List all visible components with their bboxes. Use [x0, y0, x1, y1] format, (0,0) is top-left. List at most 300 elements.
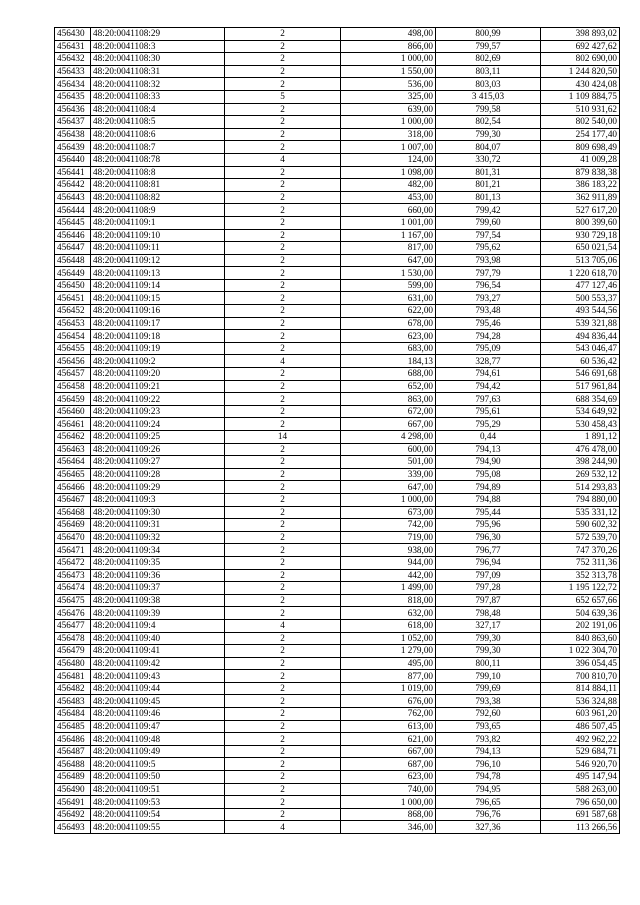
specific-value-cell: 797,79: [436, 267, 541, 280]
area-cell: 866,00: [341, 40, 436, 53]
row-number-cell: 456486: [55, 733, 91, 746]
cadastral-value-cell: 796 650,00: [541, 796, 620, 809]
category-code-cell: 2: [225, 594, 341, 607]
row-number-cell: 456467: [55, 493, 91, 506]
area-cell: 863,00: [341, 393, 436, 406]
category-code-cell: 2: [225, 78, 341, 91]
area-cell: 1 007,00: [341, 141, 436, 154]
category-code-cell: 14: [225, 431, 341, 444]
cadastral-value-cell: 814 884,11: [541, 682, 620, 695]
cadastral-number-cell: 48:20:0041109:41: [91, 645, 225, 658]
category-code-cell: 2: [225, 330, 341, 343]
area-cell: 613,00: [341, 720, 436, 733]
cadastral-value-cell: 809 698,49: [541, 141, 620, 154]
area-cell: 453,00: [341, 191, 436, 204]
specific-value-cell: 798,48: [436, 607, 541, 620]
cadastral-number-cell: 48:20:0041109:50: [91, 771, 225, 784]
table-row: [55, 619, 620, 632]
cadastral-value-cell: 60 536,42: [541, 355, 620, 368]
cadastral-number-cell: 48:20:0041109:49: [91, 745, 225, 758]
row-number-cell: 456435: [55, 90, 91, 103]
row-number-cell: 456449: [55, 267, 91, 280]
cadastral-number-cell: 48:20:0041109:20: [91, 368, 225, 381]
cadastral-number-cell: 48:20:0041109:4: [91, 619, 225, 632]
row-number-cell: 456474: [55, 582, 91, 595]
specific-value-cell: 796,65: [436, 796, 541, 809]
cadastral-number-cell: 48:20:0041109:28: [91, 468, 225, 481]
cadastral-number-cell: 48:20:0041109:1: [91, 216, 225, 229]
cadastral-number-cell: 48:20:0041109:54: [91, 808, 225, 821]
table-row: [55, 90, 620, 103]
cadastral-value-cell: 1 109 884,75: [541, 90, 620, 103]
area-cell: 762,00: [341, 708, 436, 721]
cadastral-value-cell: 800 399,60: [541, 216, 620, 229]
area-cell: 1 000,00: [341, 796, 436, 809]
cadastral-number-cell: 48:20:0041109:47: [91, 720, 225, 733]
category-code-cell: 4: [225, 355, 341, 368]
table-row: [55, 657, 620, 670]
cadastral-number-cell: 48:20:0041109:48: [91, 733, 225, 746]
table-row: [55, 65, 620, 78]
cadastral-value-cell: 930 729,18: [541, 229, 620, 242]
table-row: [55, 355, 620, 368]
table-row: [55, 456, 620, 469]
specific-value-cell: 328,77: [436, 355, 541, 368]
cadastral-number-cell: 48:20:0041108:4: [91, 103, 225, 116]
table-row: [55, 771, 620, 784]
category-code-cell: 2: [225, 443, 341, 456]
area-cell: 184,13: [341, 355, 436, 368]
area-cell: 1 000,00: [341, 493, 436, 506]
cadastral-value-cell: 535 331,12: [541, 506, 620, 519]
area-cell: 498,00: [341, 28, 436, 41]
cadastral-number-cell: 48:20:0041108:7: [91, 141, 225, 154]
table-row: [55, 342, 620, 355]
cadastral-value-cell: 650 021,54: [541, 242, 620, 255]
cadastral-number-cell: 48:20:0041108:31: [91, 65, 225, 78]
row-number-cell: 456472: [55, 556, 91, 569]
specific-value-cell: 797,87: [436, 594, 541, 607]
area-cell: 672,00: [341, 405, 436, 418]
row-number-cell: 456477: [55, 619, 91, 632]
table-row: [55, 695, 620, 708]
cadastral-value-cell: 700 810,70: [541, 670, 620, 683]
category-code-cell: 4: [225, 153, 341, 166]
cadastral-number-cell: 48:20:0041109:18: [91, 330, 225, 343]
category-code-cell: 2: [225, 519, 341, 532]
specific-value-cell: 799,30: [436, 645, 541, 658]
category-code-cell: 2: [225, 796, 341, 809]
area-cell: 660,00: [341, 204, 436, 217]
row-number-cell: 456483: [55, 695, 91, 708]
specific-value-cell: 803,03: [436, 78, 541, 91]
row-number-cell: 456464: [55, 456, 91, 469]
category-code-cell: 2: [225, 720, 341, 733]
area-cell: 877,00: [341, 670, 436, 683]
row-number-cell: 456469: [55, 519, 91, 532]
row-number-cell: 456457: [55, 368, 91, 381]
category-code-cell: 2: [225, 556, 341, 569]
table-row: [55, 443, 620, 456]
cadastral-number-cell: 48:20:0041109:17: [91, 317, 225, 330]
category-code-cell: 2: [225, 229, 341, 242]
cadastral-number-cell: 48:20:0041109:13: [91, 267, 225, 280]
cadastral-number-cell: 48:20:0041108:29: [91, 28, 225, 41]
table-row: [55, 141, 620, 154]
cadastral-number-cell: 48:20:0041108:6: [91, 128, 225, 141]
area-cell: 652,00: [341, 380, 436, 393]
specific-value-cell: 794,42: [436, 380, 541, 393]
row-number-cell: 456450: [55, 279, 91, 292]
cadastral-number-cell: 48:20:0041108:30: [91, 53, 225, 66]
area-cell: 1 499,00: [341, 582, 436, 595]
row-number-cell: 456439: [55, 141, 91, 154]
table-row: [55, 78, 620, 91]
area-cell: 667,00: [341, 418, 436, 431]
cadastral-value-cell: 688 354,69: [541, 393, 620, 406]
row-number-cell: 456432: [55, 53, 91, 66]
table-row: [55, 279, 620, 292]
cadastral-value-cell: 510 931,62: [541, 103, 620, 116]
cadastral-value-cell: 486 507,45: [541, 720, 620, 733]
category-code-cell: 2: [225, 279, 341, 292]
cadastral-number-cell: 48:20:0041108:5: [91, 116, 225, 129]
area-cell: 600,00: [341, 443, 436, 456]
cadastral-number-cell: 48:20:0041109:53: [91, 796, 225, 809]
specific-value-cell: 0,44: [436, 431, 541, 444]
cadastral-value-cell: 1 244 820,50: [541, 65, 620, 78]
cadastral-value-cell: 802 540,00: [541, 116, 620, 129]
specific-value-cell: 800,99: [436, 28, 541, 41]
row-number-cell: 456470: [55, 531, 91, 544]
table-row: [55, 531, 620, 544]
cadastral-value-cell: 494 836,44: [541, 330, 620, 343]
category-code-cell: 2: [225, 28, 341, 41]
row-number-cell: 456479: [55, 645, 91, 658]
area-cell: 632,00: [341, 607, 436, 620]
cadastral-value-cell: 546 920,70: [541, 758, 620, 771]
row-number-cell: 456473: [55, 569, 91, 582]
specific-value-cell: 796,30: [436, 531, 541, 544]
cadastral-value-cell: 41 009,28: [541, 153, 620, 166]
row-number-cell: 456471: [55, 544, 91, 557]
cadastral-number-cell: 48:20:0041109:35: [91, 556, 225, 569]
table-row: [55, 720, 620, 733]
category-code-cell: 2: [225, 456, 341, 469]
cadastral-value-cell: 590 602,32: [541, 519, 620, 532]
cadastral-value-cell: 269 532,12: [541, 468, 620, 481]
specific-value-cell: 793,27: [436, 292, 541, 305]
cadastral-number-cell: 48:20:0041109:16: [91, 305, 225, 318]
category-code-cell: 2: [225, 745, 341, 758]
cadastral-value-cell: 527 617,20: [541, 204, 620, 217]
area-cell: 501,00: [341, 456, 436, 469]
area-cell: 818,00: [341, 594, 436, 607]
cadastral-value-cell: 113 266,56: [541, 821, 620, 834]
specific-value-cell: 795,61: [436, 405, 541, 418]
cadastral-number-cell: 48:20:0041109:3: [91, 493, 225, 506]
table-row: [55, 116, 620, 129]
cadastral-value-cell: 1 220 618,70: [541, 267, 620, 280]
category-code-cell: 2: [225, 758, 341, 771]
cadastral-number-cell: 48:20:0041109:2: [91, 355, 225, 368]
cadastral-value-cell: 652 657,66: [541, 594, 620, 607]
specific-value-cell: 794,89: [436, 481, 541, 494]
specific-value-cell: 800,11: [436, 657, 541, 670]
category-code-cell: 2: [225, 254, 341, 267]
table-row: [55, 267, 620, 280]
category-code-cell: 2: [225, 708, 341, 721]
row-number-cell: 456491: [55, 796, 91, 809]
category-code-cell: 2: [225, 607, 341, 620]
specific-value-cell: 795,96: [436, 519, 541, 532]
area-cell: 623,00: [341, 771, 436, 784]
specific-value-cell: 793,82: [436, 733, 541, 746]
row-number-cell: 456484: [55, 708, 91, 721]
category-code-cell: 2: [225, 670, 341, 683]
area-cell: 817,00: [341, 242, 436, 255]
row-number-cell: 456485: [55, 720, 91, 733]
cadastral-value-cell: 500 553,37: [541, 292, 620, 305]
cadastral-value-cell: 529 684,71: [541, 745, 620, 758]
row-number-cell: 456488: [55, 758, 91, 771]
row-number-cell: 456443: [55, 191, 91, 204]
cadastral-value-cell: 692 427,62: [541, 40, 620, 53]
cadastral-value-cell: 386 183,22: [541, 179, 620, 192]
cadastral-number-cell: 48:20:0041109:19: [91, 342, 225, 355]
specific-value-cell: 795,46: [436, 317, 541, 330]
specific-value-cell: 793,38: [436, 695, 541, 708]
area-cell: 639,00: [341, 103, 436, 116]
category-code-cell: 2: [225, 657, 341, 670]
cadastral-value-cell: 530 458,43: [541, 418, 620, 431]
table-row: [55, 645, 620, 658]
specific-value-cell: 794,90: [436, 456, 541, 469]
cadastral-value-table: [54, 27, 620, 834]
cadastral-value-cell: 202 191,06: [541, 619, 620, 632]
cadastral-value-cell: 514 293,83: [541, 481, 620, 494]
category-code-cell: 2: [225, 468, 341, 481]
specific-value-cell: 795,09: [436, 342, 541, 355]
cadastral-value-cell: 534 649,92: [541, 405, 620, 418]
table-row: [55, 128, 620, 141]
row-number-cell: 456490: [55, 783, 91, 796]
category-code-cell: 2: [225, 292, 341, 305]
area-cell: 4 298,00: [341, 431, 436, 444]
specific-value-cell: 796,94: [436, 556, 541, 569]
table-row: [55, 166, 620, 179]
table-row: [55, 821, 620, 834]
row-number-cell: 456444: [55, 204, 91, 217]
row-number-cell: 456446: [55, 229, 91, 242]
table-row: [55, 242, 620, 255]
area-cell: 719,00: [341, 531, 436, 544]
category-code-cell: 4: [225, 821, 341, 834]
table-row: [55, 544, 620, 557]
row-number-cell: 456487: [55, 745, 91, 758]
cadastral-value-cell: 543 046,47: [541, 342, 620, 355]
specific-value-cell: 796,54: [436, 279, 541, 292]
table-row: [55, 783, 620, 796]
area-cell: 495,00: [341, 657, 436, 670]
cadastral-value-cell: 517 961,84: [541, 380, 620, 393]
cadastral-value-cell: 546 691,68: [541, 368, 620, 381]
row-number-cell: 456440: [55, 153, 91, 166]
category-code-cell: 2: [225, 405, 341, 418]
specific-value-cell: 804,07: [436, 141, 541, 154]
table-row: [55, 368, 620, 381]
row-number-cell: 456454: [55, 330, 91, 343]
specific-value-cell: 803,11: [436, 65, 541, 78]
cadastral-number-cell: 48:20:0041109:39: [91, 607, 225, 620]
category-code-cell: 2: [225, 531, 341, 544]
cadastral-number-cell: 48:20:0041109:31: [91, 519, 225, 532]
category-code-cell: 2: [225, 493, 341, 506]
cadastral-number-cell: 48:20:0041108:9: [91, 204, 225, 217]
table-row: [55, 632, 620, 645]
specific-value-cell: 3 415,03: [436, 90, 541, 103]
area-cell: 1 098,00: [341, 166, 436, 179]
row-number-cell: 456433: [55, 65, 91, 78]
cadastral-number-cell: 48:20:0041109:10: [91, 229, 225, 242]
category-code-cell: 2: [225, 267, 341, 280]
cadastral-number-cell: 48:20:0041109:43: [91, 670, 225, 683]
category-code-cell: 2: [225, 342, 341, 355]
table-row: [55, 808, 620, 821]
specific-value-cell: 801,31: [436, 166, 541, 179]
category-code-cell: 2: [225, 582, 341, 595]
area-cell: 621,00: [341, 733, 436, 746]
table-row: [55, 670, 620, 683]
row-number-cell: 456445: [55, 216, 91, 229]
category-code-cell: 2: [225, 544, 341, 557]
cadastral-value-cell: 1 195 122,72: [541, 582, 620, 595]
specific-value-cell: 796,76: [436, 808, 541, 821]
area-cell: 944,00: [341, 556, 436, 569]
table-row: [55, 556, 620, 569]
specific-value-cell: 794,95: [436, 783, 541, 796]
area-cell: 325,00: [341, 90, 436, 103]
row-number-cell: 456438: [55, 128, 91, 141]
category-code-cell: 2: [225, 418, 341, 431]
table-row: [55, 229, 620, 242]
table-row: [55, 28, 620, 41]
category-code-cell: 4: [225, 619, 341, 632]
category-code-cell: 2: [225, 771, 341, 784]
area-cell: 631,00: [341, 292, 436, 305]
cadastral-number-cell: 48:20:0041109:45: [91, 695, 225, 708]
table-row: [55, 506, 620, 519]
cadastral-number-cell: 48:20:0041109:21: [91, 380, 225, 393]
cadastral-value-cell: 1 022 304,70: [541, 645, 620, 658]
category-code-cell: 2: [225, 682, 341, 695]
row-number-cell: 456493: [55, 821, 91, 834]
row-number-cell: 456480: [55, 657, 91, 670]
row-number-cell: 456430: [55, 28, 91, 41]
category-code-cell: 2: [225, 733, 341, 746]
table-row: [55, 153, 620, 166]
cadastral-number-cell: 48:20:0041109:44: [91, 682, 225, 695]
row-number-cell: 456460: [55, 405, 91, 418]
specific-value-cell: 327,36: [436, 821, 541, 834]
area-cell: 124,00: [341, 153, 436, 166]
cadastral-value-cell: 398 893,02: [541, 28, 620, 41]
table-row: [55, 758, 620, 771]
table-row: [55, 796, 620, 809]
cadastral-value-cell: 476 478,00: [541, 443, 620, 456]
area-cell: 599,00: [341, 279, 436, 292]
cadastral-number-cell: 48:20:0041108:33: [91, 90, 225, 103]
cadastral-number-cell: 48:20:0041109:42: [91, 657, 225, 670]
cadastral-value-cell: 352 313,78: [541, 569, 620, 582]
category-code-cell: 2: [225, 645, 341, 658]
cadastral-number-cell: 48:20:0041109:23: [91, 405, 225, 418]
area-cell: 647,00: [341, 481, 436, 494]
specific-value-cell: 797,54: [436, 229, 541, 242]
area-cell: 688,00: [341, 368, 436, 381]
row-number-cell: 456492: [55, 808, 91, 821]
table-row: [55, 405, 620, 418]
specific-value-cell: 799,57: [436, 40, 541, 53]
category-code-cell: 2: [225, 53, 341, 66]
specific-value-cell: 795,29: [436, 418, 541, 431]
category-code-cell: 2: [225, 179, 341, 192]
specific-value-cell: 795,62: [436, 242, 541, 255]
row-number-cell: 456448: [55, 254, 91, 267]
table-row: [55, 418, 620, 431]
table-row: [55, 179, 620, 192]
cadastral-value-cell: 879 838,38: [541, 166, 620, 179]
specific-value-cell: 799,42: [436, 204, 541, 217]
specific-value-cell: 796,77: [436, 544, 541, 557]
table-row: [55, 305, 620, 318]
table-row: [55, 569, 620, 582]
category-code-cell: 2: [225, 380, 341, 393]
row-number-cell: 456436: [55, 103, 91, 116]
cadastral-value-cell: 572 539,70: [541, 531, 620, 544]
specific-value-cell: 801,21: [436, 179, 541, 192]
area-cell: 339,00: [341, 468, 436, 481]
area-cell: 482,00: [341, 179, 436, 192]
cadastral-value-cell: 254 177,40: [541, 128, 620, 141]
specific-value-cell: 799,60: [436, 216, 541, 229]
specific-value-cell: 799,69: [436, 682, 541, 695]
area-cell: 623,00: [341, 330, 436, 343]
area-cell: 673,00: [341, 506, 436, 519]
cadastral-number-cell: 48:20:0041109:25: [91, 431, 225, 444]
area-cell: 1 019,00: [341, 682, 436, 695]
row-number-cell: 456465: [55, 468, 91, 481]
cadastral-value-cell: 477 127,46: [541, 279, 620, 292]
category-code-cell: 2: [225, 305, 341, 318]
cadastral-number-cell: 48:20:0041109:32: [91, 531, 225, 544]
specific-value-cell: 794,13: [436, 443, 541, 456]
specific-value-cell: 327,17: [436, 619, 541, 632]
specific-value-cell: 795,08: [436, 468, 541, 481]
cadastral-number-cell: 48:20:0041108:82: [91, 191, 225, 204]
category-code-cell: 2: [225, 783, 341, 796]
table-row: [55, 380, 620, 393]
row-number-cell: 456463: [55, 443, 91, 456]
row-number-cell: 456481: [55, 670, 91, 683]
cadastral-number-cell: 48:20:0041108:81: [91, 179, 225, 192]
area-cell: 1 052,00: [341, 632, 436, 645]
cadastral-value-cell: 840 863,60: [541, 632, 620, 645]
category-code-cell: 2: [225, 65, 341, 78]
cadastral-value-cell: 430 424,08: [541, 78, 620, 91]
area-cell: 678,00: [341, 317, 436, 330]
cadastral-value-cell: 802 690,00: [541, 53, 620, 66]
